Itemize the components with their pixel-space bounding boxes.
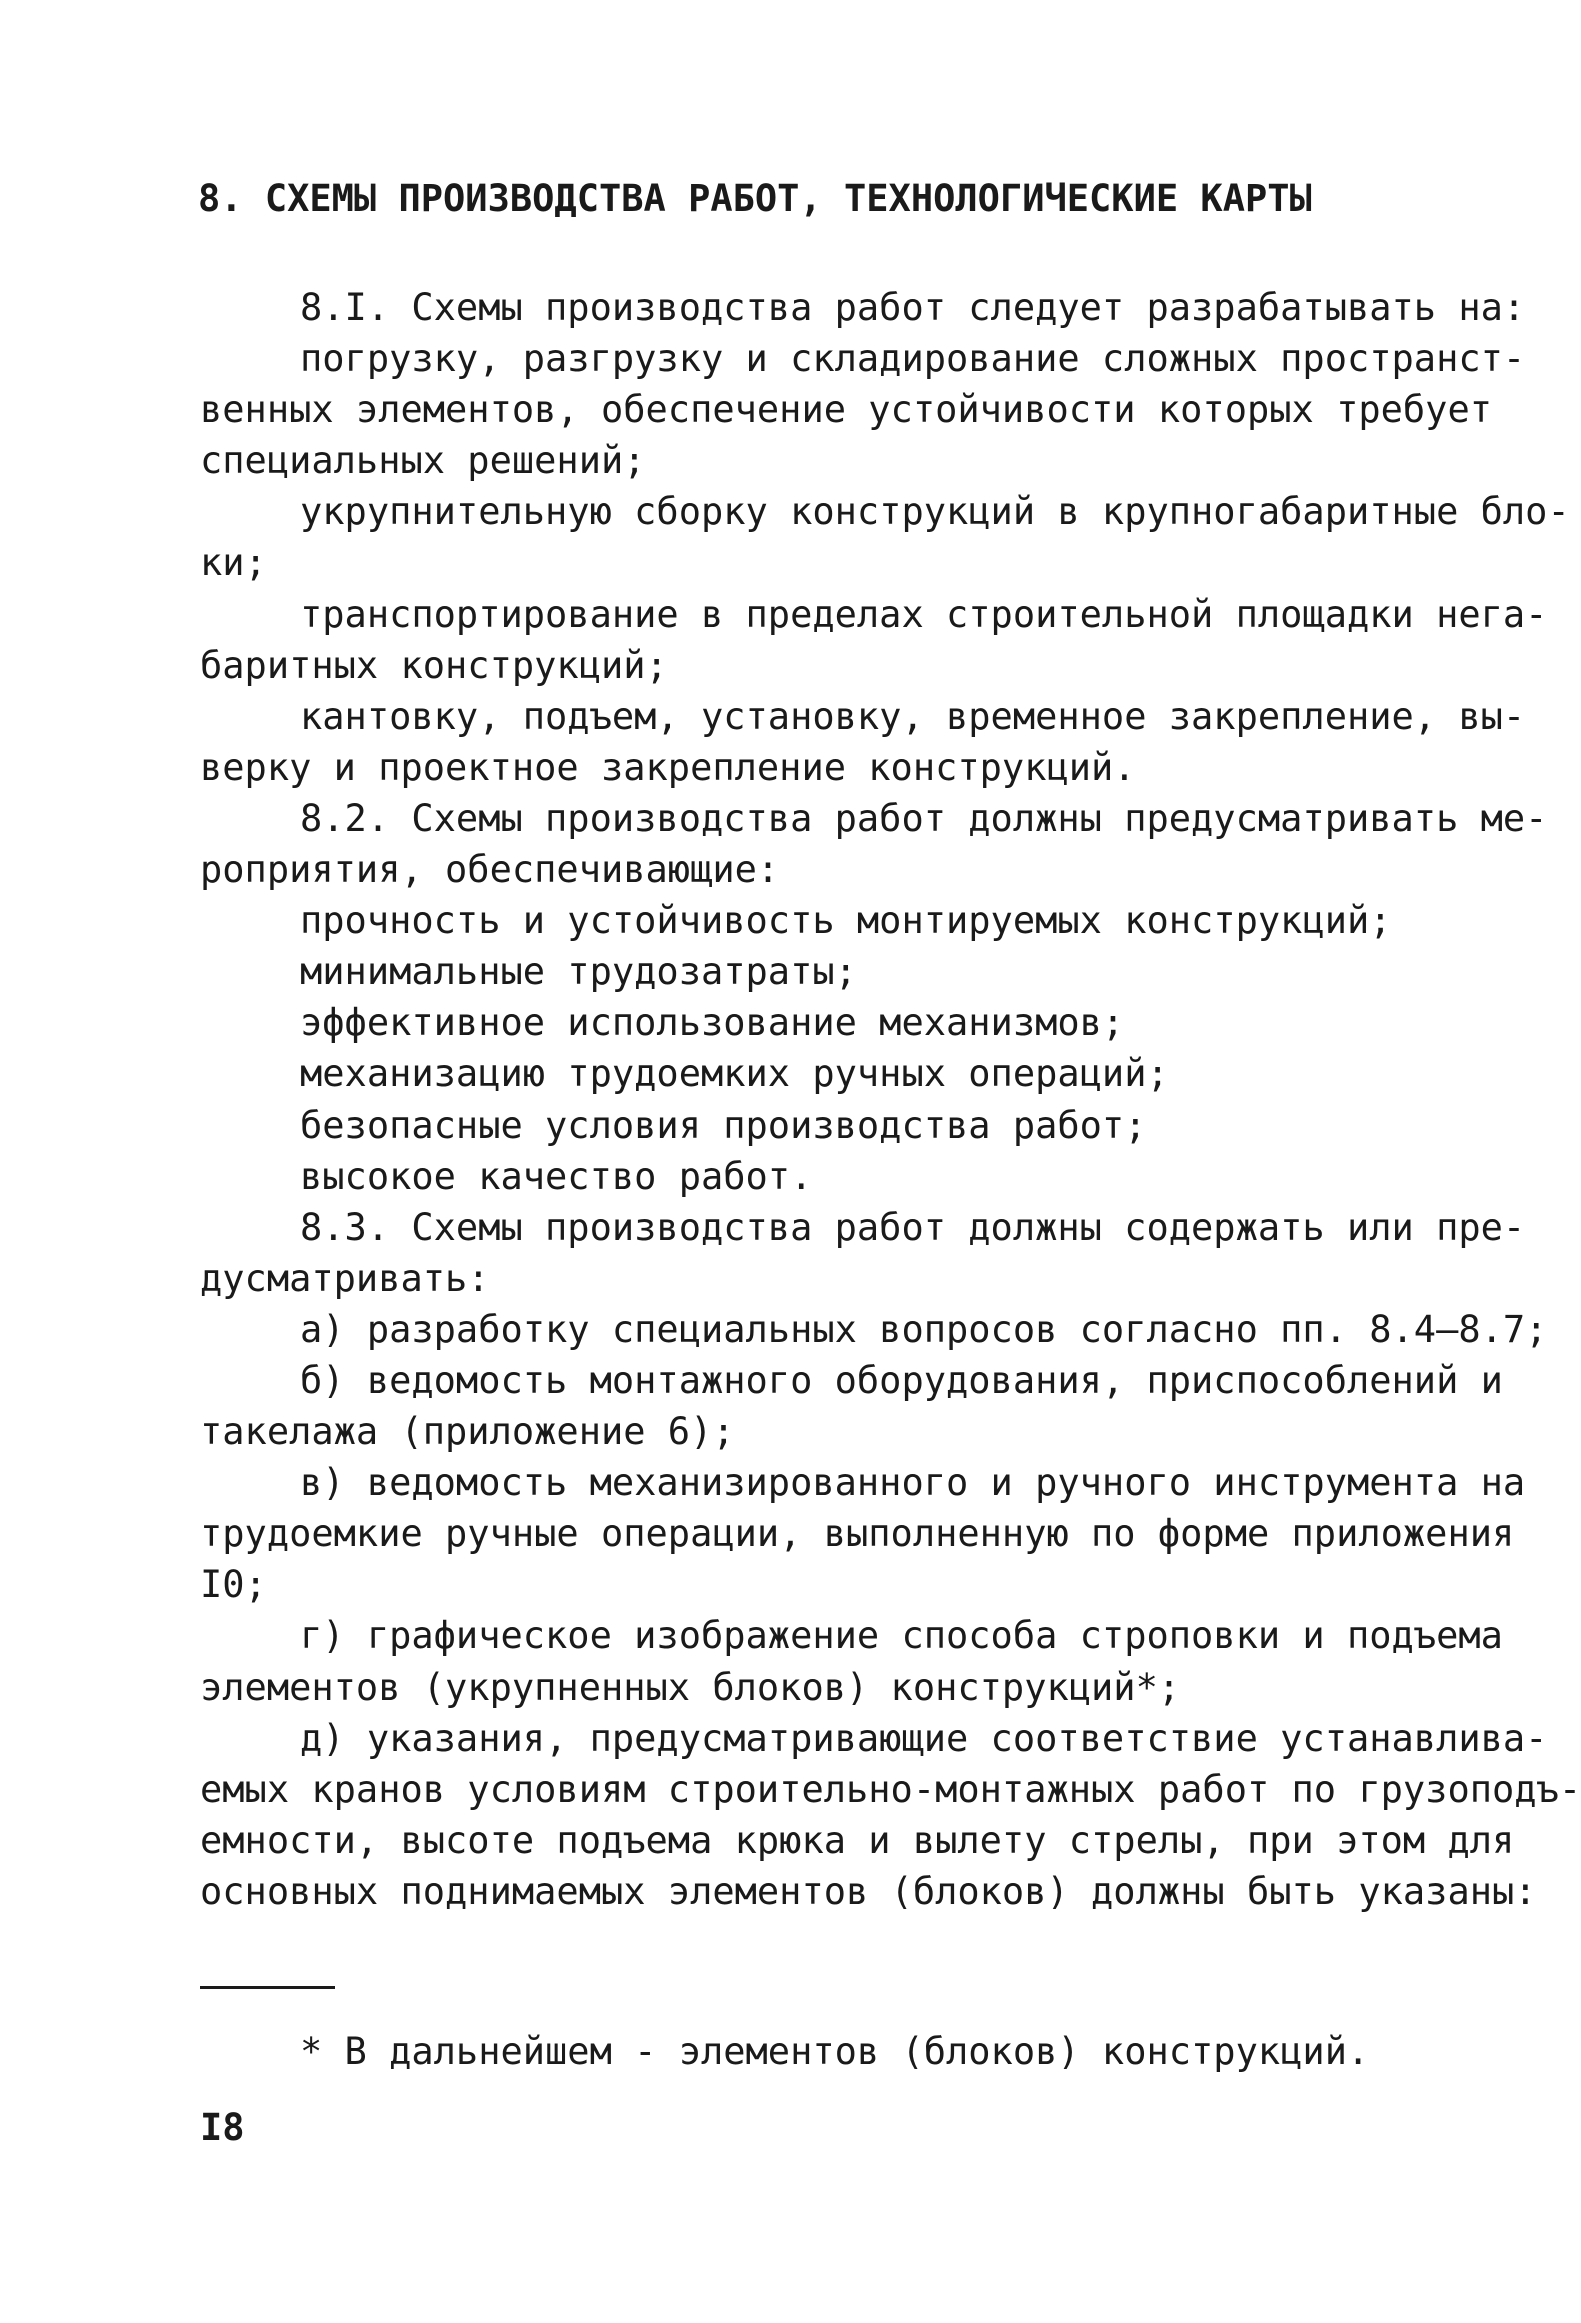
text-line: 8.I. Схемы производства работ следует разрабатывать на: xyxy=(300,286,1526,329)
section-heading: 8. СХЕМЫ ПРОИЗВОДСТВА РАБОТ, ТЕХНОЛОГИЧЕСКИЕ КАРТЫ xyxy=(198,177,1312,220)
text-line: I0; xyxy=(200,1563,267,1607)
text-line: минимальные трудозатраты; xyxy=(300,950,857,994)
page-number: I8 xyxy=(200,2106,245,2149)
text-line: верку и проектное закрепление конструкций. xyxy=(200,745,1136,789)
text-line: такелажа (приложение 6); xyxy=(200,1410,735,1454)
text-line: в) ведомость механизированного и ручного инструмента на xyxy=(300,1461,1526,1505)
text-line: венных элементов, обеспечение устойчивости которых требует xyxy=(200,388,1493,432)
text-line: транспортирование в пределах строительной площадки нега- xyxy=(300,592,1548,636)
text-line: емых кранов условиям строительно-монтажных работ по грузоподъ- xyxy=(200,1767,1581,1811)
text-line: д) указания, предусматривающие соответствие устанавлива- xyxy=(300,1716,1548,1760)
footnote-separator xyxy=(200,1986,335,1989)
text-line: емности, высоте подъема крюка и вылету стрелы, при этом для xyxy=(200,1818,1515,1862)
text-line: б) ведомость монтажного оборудования, приспособлений и xyxy=(300,1358,1503,1402)
text-line: укрупнительную сборку конструкций в крупногабаритные бло- xyxy=(300,490,1570,534)
text-line: погрузку, разгрузку и складирование сложных пространст- xyxy=(300,337,1526,381)
text-line: дусматривать: xyxy=(200,1256,490,1300)
text-line: эффективное использование механизмов; xyxy=(300,1001,1125,1045)
text-line: трудоемкие ручные операции, выполненную по форме приложения xyxy=(200,1512,1515,1556)
text-line: а) разработку специальных вопросов согласно пп. 8.4–8.7; xyxy=(300,1307,1548,1351)
text-line: прочность и устойчивость монтируемых конструкций; xyxy=(300,899,1392,943)
text-line: кантовку, подъем, установку, временное закрепление, вы- xyxy=(300,694,1526,738)
body-text xyxy=(200,282,1581,1917)
text-line: основных поднимаемых элементов (блоков) должны быть указаны: xyxy=(200,1869,1537,1913)
text-line: высокое качество работ. xyxy=(300,1154,813,1198)
text-line: механизацию трудоемких ручных операций; xyxy=(300,1052,1169,1096)
footnote: * В дальнейшем - элементов (блоков) конструкций. xyxy=(300,2030,1370,2073)
text-line: роприятия, обеспечивающие: xyxy=(200,848,780,892)
text-line: баритных конструкций; xyxy=(200,643,668,687)
text-line: ки; xyxy=(200,541,267,585)
text-line: 8.3. Схемы производства работ должны содержать или пре- xyxy=(300,1205,1526,1249)
text-line: специальных решений; xyxy=(200,439,646,483)
text-line: элементов (укрупненных блоков) конструкций*; xyxy=(200,1665,1181,1709)
text-line: безопасные условия производства работ; xyxy=(300,1103,1147,1147)
text-line: г) графическое изображение способа строповки и подъема xyxy=(300,1614,1503,1658)
text-line: 8.2. Схемы производства работ должны предусматривать ме- xyxy=(300,796,1548,840)
